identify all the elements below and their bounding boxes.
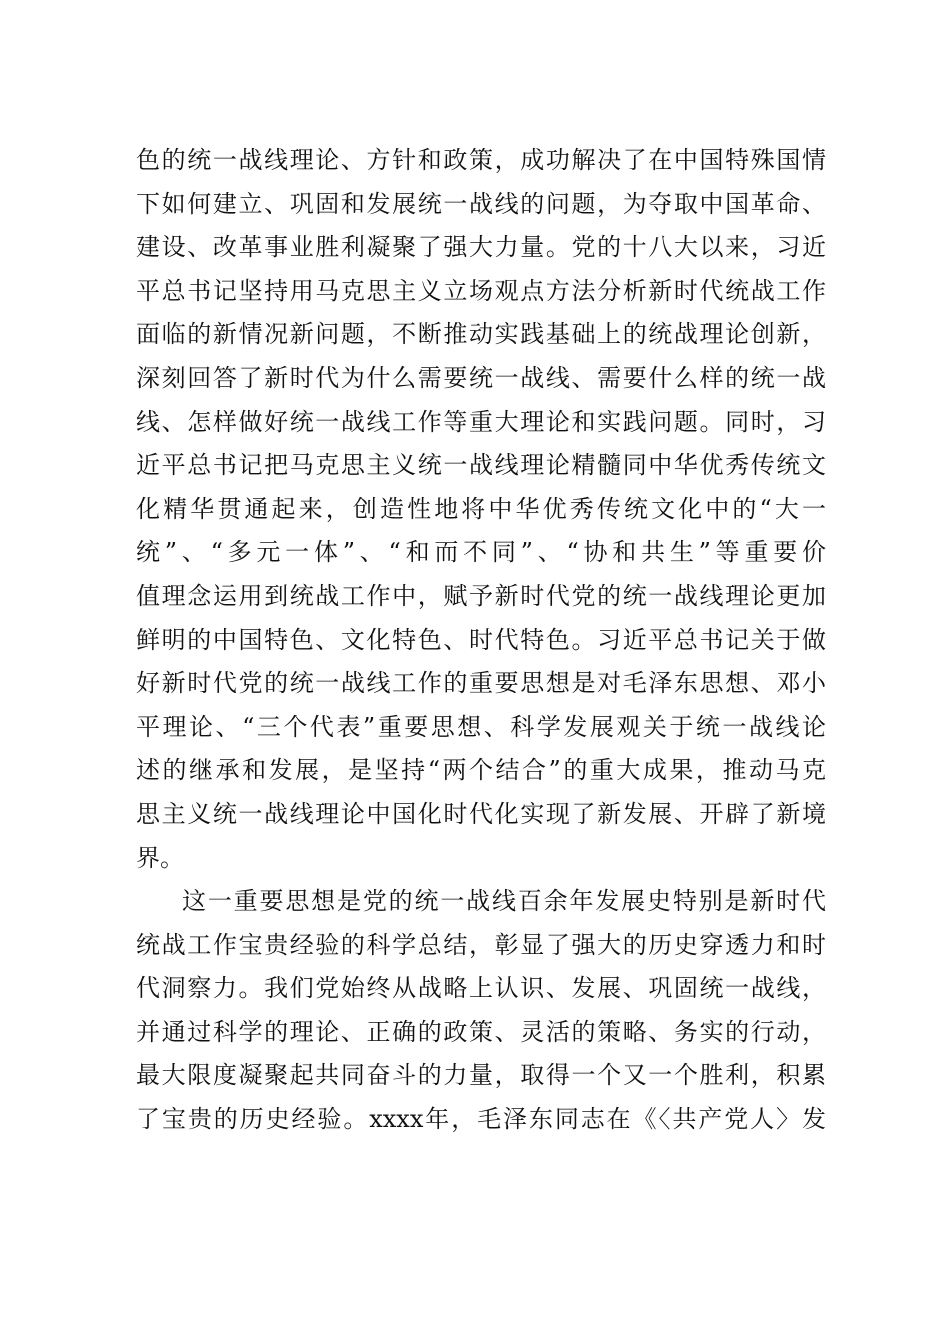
text-line: 思主义统一战线理论中国化时代化实现了新发展、开辟了新境 bbox=[136, 799, 826, 828]
text-line: 化精华贯通起来，创造性地将中华优秀传统文化中的“大一 bbox=[136, 494, 826, 523]
text-line: 色的统一战线理论、方针和政策，成功解决了在中国特殊国情 bbox=[136, 146, 826, 174]
text-line: 好新时代党的统一战线工作的重要思想是对毛泽东思想、邓小 bbox=[136, 669, 826, 698]
text-line: 述的继承和发展，是坚持“两个结合”的重大成果，推动马克 bbox=[136, 756, 826, 785]
text-line: 线、怎样做好统一战线工作等重大理论和实践问题。同时，习 bbox=[136, 407, 826, 436]
text-line: 了宝贵的历史经验。xxxx年，毛泽东同志在《〈共产党人〉发 bbox=[136, 1105, 826, 1134]
text-line: 最大限度凝聚起共同奋斗的力量，取得一个又一个胜利，积累 bbox=[136, 1061, 826, 1090]
text-line: 平理论、“三个代表”重要思想、科学发展观关于统一战线论 bbox=[136, 712, 826, 741]
text-line: 并通过科学的理论、正确的政策、灵活的策略、务实的行动， bbox=[136, 1017, 826, 1046]
text-line: 建设、改革事业胜利凝聚了强大力量。党的十八大以来，习近 bbox=[136, 233, 826, 262]
text-line: 这一重要思想是党的统一战线百余年发展史特别是新时代 bbox=[182, 887, 826, 916]
text-line: 统战工作宝贵经验的科学总结，彰显了强大的历史穿透力和时 bbox=[136, 930, 826, 959]
text-line: 面临的新情况新问题，不断推动实践基础上的统战理论创新， bbox=[136, 320, 826, 349]
text-line: 鲜明的中国特色、文化特色、时代特色。习近平总书记关于做 bbox=[136, 625, 826, 654]
text-line: 界。 bbox=[136, 843, 184, 872]
text-line: 代洞察力。我们党始终从战略上认识、发展、巩固统一战线， bbox=[136, 974, 826, 1003]
text-line: 平总书记坚持用马克思主义立场观点方法分析新时代统战工作 bbox=[136, 276, 826, 305]
body-text bbox=[136, 139, 826, 1142]
text-line: 深刻回答了新时代为什么需要统一战线、需要什么样的统一战 bbox=[136, 363, 826, 392]
text-line: 值理念运用到统战工作中，赋予新时代党的统一战线理论更加 bbox=[136, 581, 826, 610]
text-line: 下如何建立、巩固和发展统一战线的问题，为夺取中国革命、 bbox=[136, 189, 826, 218]
text-line: 近平总书记把马克思主义统一战线理论精髓同中华优秀传统文 bbox=[136, 451, 826, 480]
text-line: 统”、“多元一体”、“和而不同”、“协和共生”等重要价 bbox=[136, 538, 826, 567]
